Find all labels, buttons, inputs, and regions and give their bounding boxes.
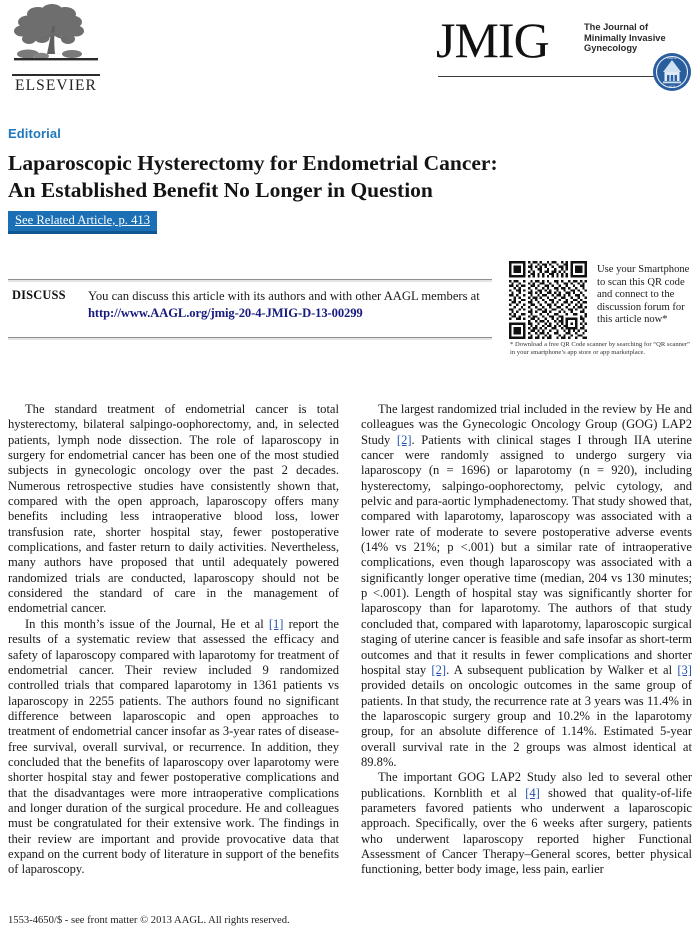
page-title-line-2: An Established Benefit No Longer in Question — [8, 178, 433, 202]
copyright-footer: 1553-4650/$ - see front matter © 2013 AAGL. All rights reserved. — [8, 915, 290, 926]
body-paragraph: In this month’s issue of the Journal, He et al [1] report the results of a systematic review that assessed the efficacy and safety of laparoscopy compared with laparotomy for treatment of endometrial cancer. Their review included 9 randomized controlled trials that compared laparotomy in 1361 patients vs laparoscopy in 2255 patients. The authors found no significant difference between laparoscopic and open approaches to treatment of endometrial cancer insofar as 3-year rates of disease-free survival, overall survival, or recurrence. In addition, they concluded that the benefits of laparoscopy over laparotomy were shorter hospital stay and fewer postoperative complications and that the disadvantages were more intraoperative complications and longer duration of the surgical procedure. He and colleagues must be congratulated for their extensive work. The findings in their review are important and provide provocative data that expand on the current body of literature in support of the benefits of laparoscopy. — [8, 616, 339, 877]
qr-caption: Use your Smartphone to scan this QR code and connect to the discussion forum for this article now* — [597, 264, 690, 326]
discuss-text: You can discuss this article with its authors and with other AAGL members at — [88, 289, 480, 303]
svg-text:1971: 1971 — [668, 85, 676, 89]
page-title — [8, 150, 568, 204]
jmig-acronym: JMIG — [436, 12, 549, 68]
discuss-url-link[interactable]: http://www.AAGL.org/jmig-20-4-JMIG-D-13-00299 — [88, 305, 363, 320]
discuss-block — [8, 288, 496, 332]
masthead — [0, 0, 700, 118]
article-kicker: Editorial — [8, 126, 61, 141]
citation-link[interactable]: [1] — [268, 616, 284, 631]
discuss-rule-bottom — [8, 337, 492, 338]
body-paragraph: The largest randomized trial included in the review by He and colleagues was the Gynecologic Oncology Group (GOG) LAP2 Study [2]. Patients with clinical stages I through IIA uterine cancer were randomly assigned to undergo surgery via laparoscopy (n = 1696) or laparotomy (n = 920), including hysterectomy, salpingo-oophorectomy, pelvic cytology, and pelvic and para-aortic lymphadenectomy. That study showed that, compared with laparotomy, laparoscopy was associated with a lower rate of moderate to severe postoperative adverse events (14% vs 21%; p <.001) but a similar rate of intraoperative complications, even though laparoscopy was associated with a significantly longer operative time (median, 204 vs 130 minutes; p <.001). Length of hospital stay was significantly shorter for laparoscopy than for laparotomy. The authors of that study concluded that, compared with laparotomy, laparoscopic surgical staging of uterine cancer is feasible and safe insofar as short-term outcomes and that it results in fewer complications and shorter hospital stay [2]. A subsequent publication by Walker et al [3] provided details on oncologic outcomes in the same group of patients. In that study, the recurrence rate at 3 years was 11.4% in the laparoscopic surgery group and 10.2% in the laparotomy group, for an absolute difference of 1.14%. Estimated 5-year overall survival rate in the 2 groups was almost identical at 89.8%. — [361, 402, 693, 769]
elsevier-wordmark: ELSEVIER — [15, 77, 97, 94]
svg-text:AAGL: AAGL — [667, 56, 677, 61]
citation-link[interactable]: [4] — [525, 785, 540, 800]
jmig-logo — [436, 10, 692, 102]
see-related-article-link[interactable]: See Related Article, p. 413 — [8, 211, 157, 234]
discuss-label: DISCUSS — [12, 288, 66, 302]
qr-footnote: * Download a free QR Code scanner by searching for “QR scanner” in your smartphone’s app store or app marketplace. — [510, 341, 690, 357]
citation-link[interactable]: [2] — [396, 432, 412, 447]
discuss-text-wrap — [88, 288, 488, 321]
aagl-seal-icon — [652, 52, 692, 92]
discuss-rule-top — [8, 279, 492, 280]
citation-link[interactable]: [2] — [431, 662, 447, 677]
elsevier-tree-logo-icon — [8, 2, 104, 74]
qr-block — [509, 261, 694, 359]
page-title-line-1: Laparoscopic Hysterectomy for Endometrial Cancer: — [8, 151, 498, 175]
article-body — [8, 402, 692, 902]
elsevier-logo — [8, 2, 104, 94]
citation-link[interactable]: [3] — [677, 662, 692, 677]
body-column-left — [8, 402, 339, 902]
qr-code-icon[interactable] — [509, 261, 587, 339]
jmig-full-name: The Journal of Minimally Invasive Gynecology — [584, 22, 666, 54]
body-paragraph: The standard treatment of endometrial cancer is total hysterectomy, bilateral salpingo-oophorectomy, and, in selected patients, lymph node dissection. The role of laparoscopy in surgery for endometrial cancer has been one of the most studied subjects in gynecologic oncology over the past 2 decades. Numerous retrospective studies have consistently shown that, compared with the open approach, laparoscopy offers many benefits including less intraoperative blood loss, lower transfusion rate, shorter hospital stay, fewer postoperative complications, and faster return to daily activities. Nevertheless, many authors have proposed that until adequately powered randomized trials are conducted, laparoscopy should not be considered the standard of care in the management of endometrial cancer. — [8, 402, 339, 616]
body-paragraph: The important GOG LAP2 Study also led to several other publications. Kornblith et al [4] showed that quality-of-life parameters favored patients who underwent a laparoscopic approach. Specifically, over the 6 weeks after surgery, patients who underwent laparoscopy reported higher Functional Assessment of Cancer Therapy–General scores, better physical functioning, better body image, less pain, earlier — [361, 770, 692, 877]
body-column-right — [361, 402, 692, 902]
elsevier-logo-rule — [12, 74, 100, 76]
jmig-logo-rule — [438, 76, 670, 77]
